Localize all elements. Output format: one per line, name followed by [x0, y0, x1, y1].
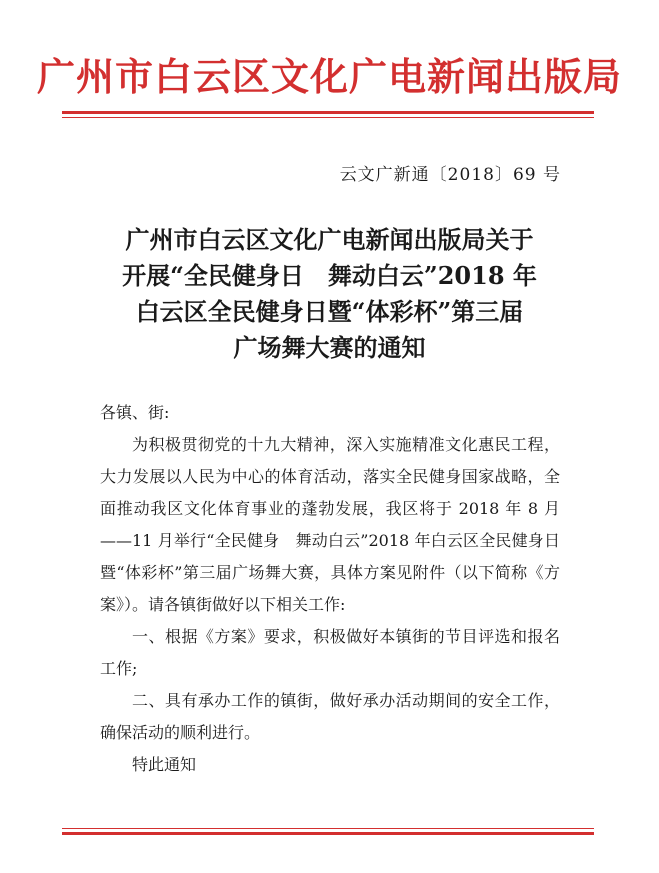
org-letterhead-title: 广州市白云区文化广电新闻出版局 [36, 54, 622, 99]
title-line: 开展“全民健身日 舞动白云”2018 年 [122, 261, 537, 290]
body-paragraph: 二、具有承办工作的镇街，做好承办活动期间的安全工作，确保活动的顺利进行。 [100, 691, 560, 742]
title-line: 白云区全民健身日暨“体彩杯”第三届 [135, 297, 524, 326]
document-body [100, 397, 560, 781]
letterhead-rule-thick [62, 111, 594, 114]
body-paragraph: 一、根据《方案》要求，积极做好本镇街的节目评选和报名工作; [100, 627, 560, 678]
title-line: 广州市白云区文化广电新闻出版局关于 [125, 225, 534, 254]
salutation: 各镇、街: [100, 403, 170, 422]
footer-rule-thick [62, 832, 594, 835]
document-number: 云文广新通〔2018〕69 号 [339, 165, 561, 185]
letterhead-rule-thin [62, 117, 594, 118]
title-line: 广场舞大赛的通知 [233, 333, 426, 362]
document-title [0, 222, 659, 366]
closing-line: 特此通知 [132, 755, 197, 774]
body-paragraph: 为积极贯彻党的十九大精神，深入实施精准文化惠民工程，大力发展以人民为中心的体育活动，落实全民健身国家战略，全面推动我区文化体育事业的蓬勃发展，我区将于 2018 年 8 月——11 月举行“全民健身 舞动白云”2018 年白云区全民健身日暨“体彩杯”第三届广场舞大赛，具体方案见附件（以下简称《方案》）。请各镇街做好以下相关工作: [100, 435, 560, 614]
footer-rule-thin [62, 828, 594, 829]
